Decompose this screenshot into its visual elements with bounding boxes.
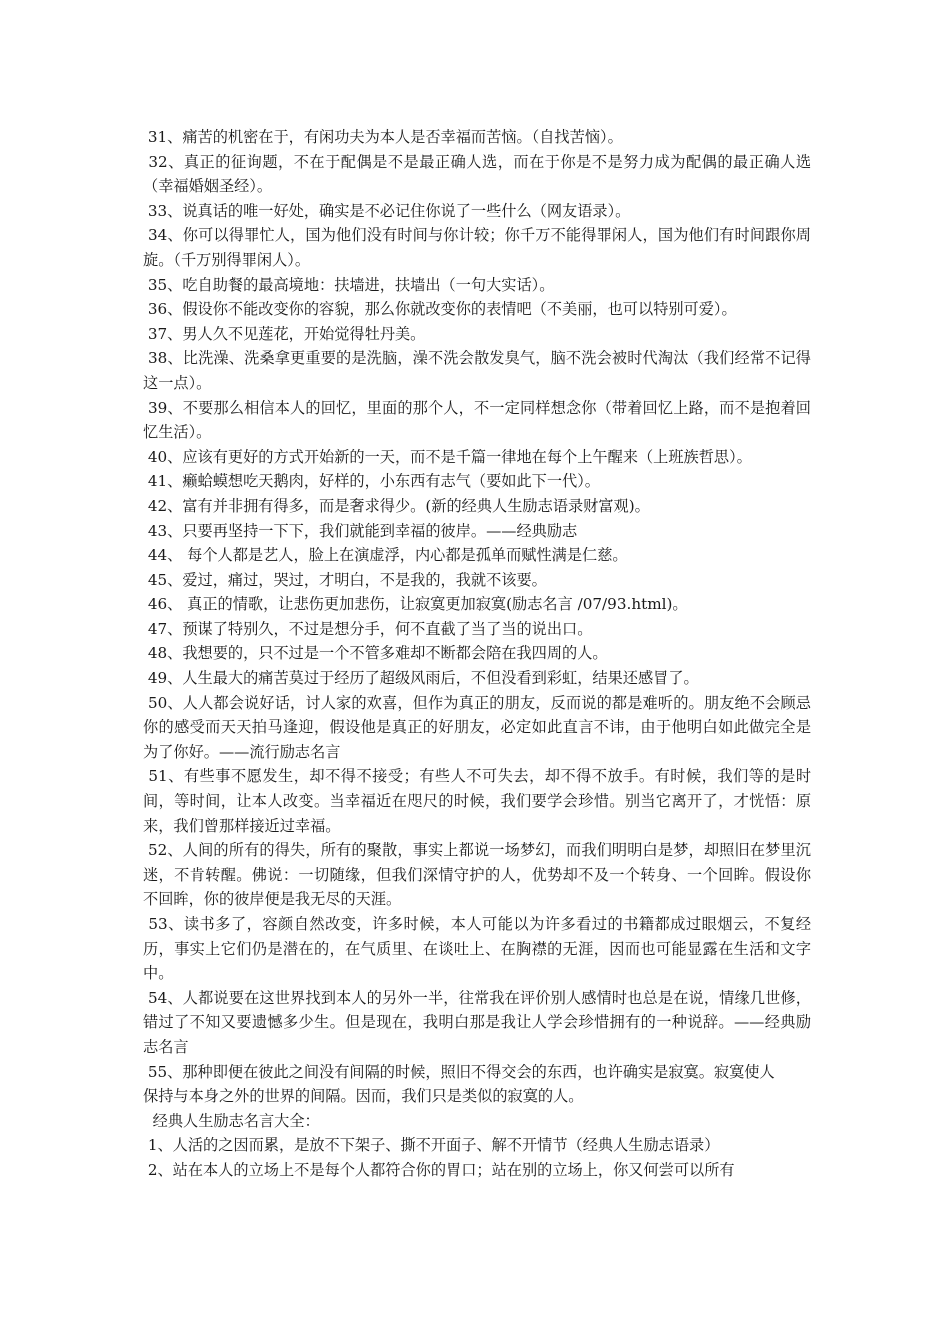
document-body	[143, 125, 811, 1183]
paragraph-48: 48、我想要的，只不过是一个不管多难却不断都会陪在我四周的人。	[143, 644, 608, 663]
paragraph-36: 36、假设你不能改变你的容貌，那么你就改变你的表情吧（不美丽，也可以特别可爱）。	[143, 300, 737, 319]
paragraph-50: 50、人人都会说好话，讨人家的欢喜，但作为真正的朋友，反而说的都是难听的。朋友绝不会顾忌你的感受而天天拍马逢迎，假设他是真正的好朋友，必定如此直言不讳，由于他明白如此做完全是为了你好。——流行励志名言	[143, 693, 811, 761]
paragraph-54: 54、人都说要在这世界找到本人的另外一半，往常我在评价别人感情时也总是在说，情缘几世修，错过了不知又要遗憾多少生。但是现在，我明白那是我让人学会珍惜拥有的一种说辞。——经典励志名言	[143, 988, 811, 1056]
paragraph-44: 44、 每个人都是艺人，脸上在演虚浮，内心都是孤单而赋性满是仁慈。	[143, 546, 628, 565]
paragraph-55: 55、那种即便在彼此之间没有间隔的时候，照旧不得交会的东西，也许确实是寂寞。寂寞使人	[143, 1062, 775, 1081]
paragraph-52: 52、人间的所有的得失，所有的聚散，事实上都说一场梦幻，而我们明明白是梦，却照旧在梦里沉迷，不肯转醒。佛说：一切随缘，但我们深情守护的人，优势却不及一个转身、一个回眸。假设你不回眸，你的彼岸便是我无尽的天涯。	[143, 841, 811, 909]
paragraph-53: 53、读书多了，容颜自然改变，许多时候，本人可能以为许多看过的书籍都成过眼烟云，不复经历，事实上它们仍是潜在的，在气质里、在谈吐上、在胸襟的无涯，因而也可能显露在生活和文字中。	[143, 915, 812, 983]
paragraph-41: 41、癞蛤蟆想吃天鹅肉，好样的，小东西有志气（要如此下一代）。	[143, 472, 600, 491]
paragraph-45: 45、爱过，痛过，哭过，才明白，不是我的，我就不该要。	[143, 570, 547, 589]
paragraph-2: 2、站在本人的立场上不是每个人都符合你的胃口；站在别的立场上，你又何尝可以所有	[143, 1160, 735, 1179]
paragraph-31: 31、痛苦的机密在于，有闲功夫为本人是否幸福而苦恼。（自找苦恼）。	[143, 128, 623, 146]
paragraph-37: 37、男人久不见莲花，开始觉得牡丹美。	[143, 324, 426, 343]
paragraph-55-continued: 保持与本身之外的世界的间隔。因而，我们只是类似的寂寞的人。	[143, 1087, 584, 1106]
paragraph-47: 47、预谋了特别久，不过是想分手，何不直截了当了当的说出口。	[143, 619, 593, 638]
section-heading: 经典人生励志名言大全：	[143, 1111, 320, 1130]
paragraph-34: 34、你可以得罪忙人，国为他们没有时间与你计较；你千万不能得罪闲人，国为他们有时间跟你周旋。（千万别得罪闲人）。	[143, 226, 811, 269]
paragraph-39: 39、不要那么相信本人的回忆，里面的那个人，不一定同样想念你（带着回忆上路，而不是抱着回忆生活）。	[143, 398, 811, 442]
paragraph-46: 46、 真正的情歌，让悲伤更加悲伤，让寂寞更加寂寞(励志名言 /07/93.html)。	[143, 595, 688, 614]
paragraph-51: 51、有些事不愿发生，却不得不接受；有些人不可失去，却不得不放手。有时候，我们等的是时间，等时间，让本人改变。当幸福近在咫尺的时候，我们要学会珍惜。别当它离开了，才恍悟：原来，我们曾那样接近过幸福。	[143, 767, 812, 835]
paragraph-1: 1、人活的之因而累，是放不下架子、撕不开面子、解不开情节（经典人生励志语录）	[143, 1136, 720, 1155]
paragraph-33: 33、说真话的唯一好处，确实是不必记住你说了一些什么（网友语录）。	[143, 201, 631, 220]
paragraph-40: 40、应该有更好的方式开始新的一天，而不是千篇一律地在每个上午醒来（上班族哲思）。	[143, 447, 752, 466]
paragraph-32: 32、真正的征询题，不在于配偶是不是最正确人选，而在于你是不是努力成为配偶的最正确人选（幸福婚姻圣经）。	[143, 152, 812, 196]
paragraph-42: 42、富有并非拥有得多，而是奢求得少。(新的经典人生励志语录财富观)。	[143, 496, 650, 515]
paragraph-35: 35、吃自助餐的最高境地：扶墙进，扶墙出（一句大实话）。	[143, 275, 555, 294]
paragraph-49: 49、人生最大的痛苦莫过于经历了超级风雨后，不但没看到彩虹，结果还感冒了。	[143, 669, 699, 688]
paragraph-43: 43、只要再坚持一下下，我们就能到幸福的彼岸。——经典励志	[143, 521, 578, 540]
paragraph-38: 38、比洗澡、洗桑拿更重要的是洗脑，澡不洗会散发臭气，脑不洗会被时代淘汰（我们经常不记得这一点）。	[143, 349, 811, 392]
